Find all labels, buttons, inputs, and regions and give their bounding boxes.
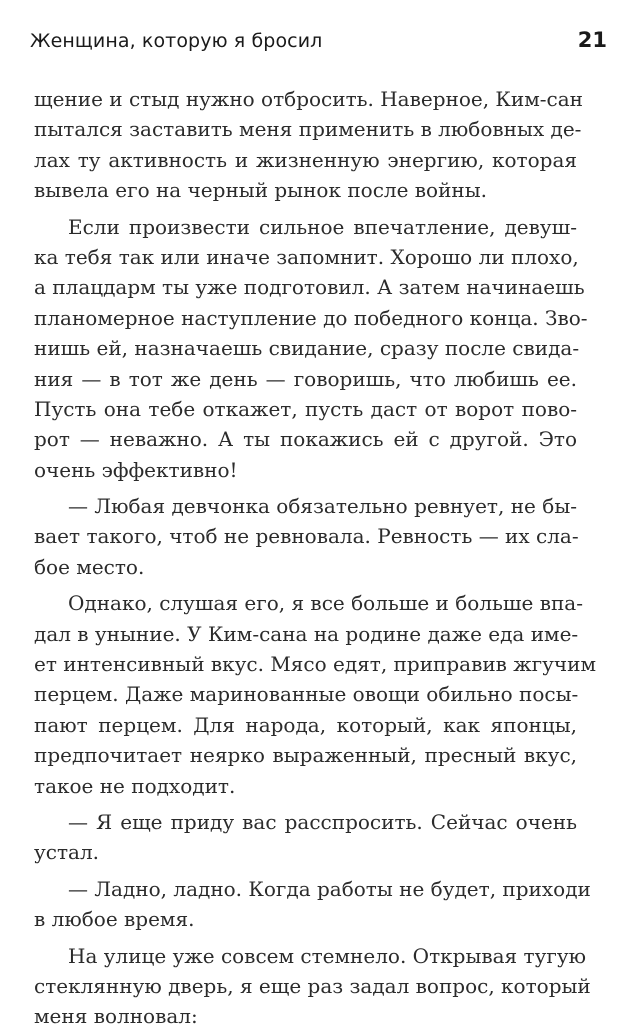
body-text <box>34 84 597 1032</box>
text-line: устал. <box>34 840 100 865</box>
text-line: ет интенсивный вкус. Мясо едят, приправив жгучим <box>34 652 597 677</box>
text-line: На улице уже совсем стемнело. Открывая тугую <box>68 943 587 968</box>
paragraph <box>34 807 577 868</box>
text-line: в любое время. <box>34 907 195 932</box>
text-line: меня волновал: <box>34 1004 198 1029</box>
text-line: вывела его на черный рынок после войны. <box>34 178 488 203</box>
page-number: 21 <box>577 28 607 52</box>
paragraph <box>34 491 577 582</box>
text-line: пытался заставить меня применить в любовных де- <box>34 117 582 142</box>
paragraph <box>34 874 591 935</box>
text-line: пают перцем. Для народа, который, как японцы, <box>34 712 577 737</box>
text-line: лах ту активность и жизненную энергию, которая <box>34 147 577 172</box>
running-title: Женщина, которую я бросил <box>30 30 323 52</box>
paragraph <box>34 588 597 801</box>
paragraph <box>34 212 588 486</box>
text-line: Если произвести сильное впечатление, девуш- <box>68 214 577 239</box>
text-line: рот — неважно. А ты покажись ей с другой. Это <box>34 427 577 452</box>
text-line: ка тебя так или иначе запомнит. Хорошо ли плохо, <box>34 244 579 269</box>
paragraph <box>34 84 584 206</box>
text-line: дал в уныние. У Ким-сана на родине даже еда име- <box>34 621 579 646</box>
text-line: нишь ей, назначаешь свидание, сразу после свида- <box>34 336 580 361</box>
running-header <box>30 28 607 58</box>
text-line: такое не подходит. <box>34 773 236 798</box>
text-line: очень эффективно! <box>34 457 238 482</box>
text-line: Пусть она тебе откажет, пусть даст от ворот пово- <box>34 396 577 421</box>
text-line: щение и стыд нужно отбросить. Наверное, Ким-сан <box>34 87 584 111</box>
text-line: — Ладно, ладно. Когда работы не будет, приходи <box>68 876 591 901</box>
text-line: предпочитает неярко выраженный, пресный вкус, <box>34 743 577 768</box>
paragraph <box>34 941 591 1032</box>
text-line: ния — в тот же день — говоришь, что любишь ее. <box>34 366 577 391</box>
text-line: — Любая девчонка обязательно ревнует, не бы- <box>68 494 577 519</box>
text-line: планомерное наступление до победного конца. Зво- <box>34 305 588 330</box>
text-line: а плацдарм ты уже подготовил. А затем начинаешь <box>34 275 585 300</box>
text-line: перцем. Даже маринованные овощи обильно посы- <box>34 682 579 707</box>
text-line: бое место. <box>34 554 145 579</box>
text-line: стеклянную дверь, я еще раз задал вопрос, который <box>34 973 591 998</box>
text-line: Однако, слушая его, я все больше и больше впа- <box>68 591 583 616</box>
text-line: вает такого, чтоб не ревновала. Ревность — их сла- <box>34 524 579 549</box>
text-line: — Я еще приду вас расспросить. Сейчас очень <box>68 809 577 834</box>
